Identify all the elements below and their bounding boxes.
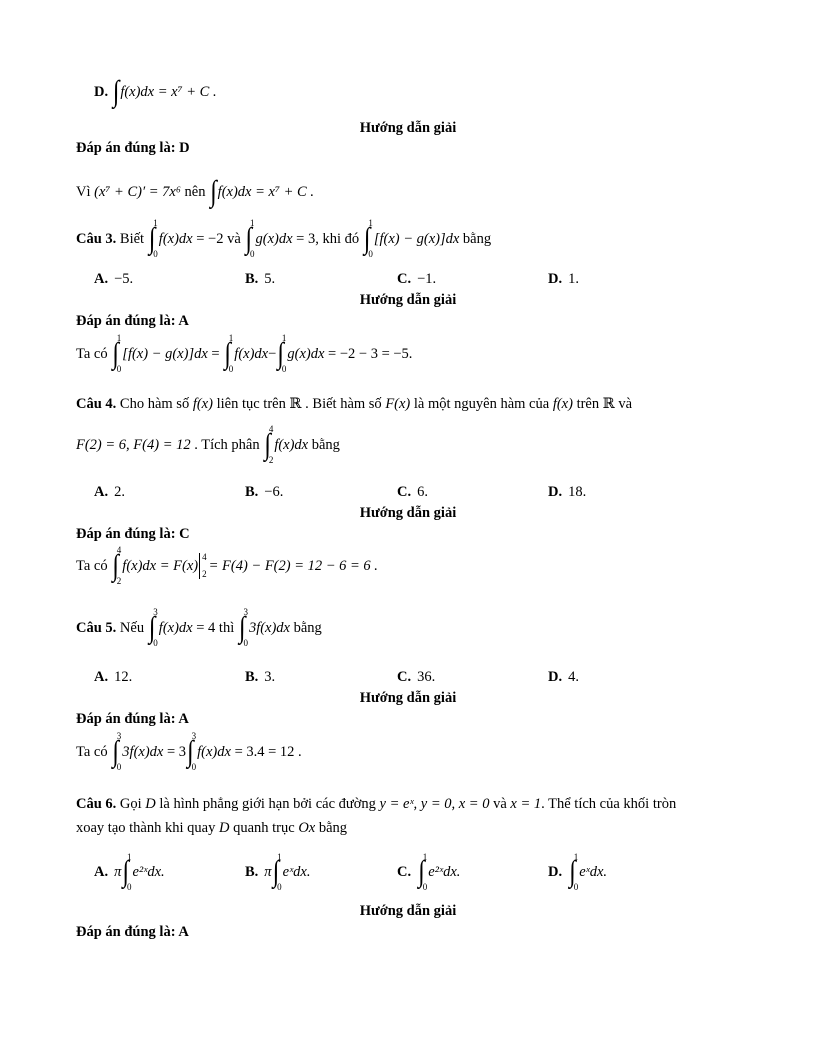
option-a[interactable]: A. π ∫ 1 0 e²ˣdx. (94, 852, 165, 892)
question-label: Câu 6. (76, 796, 117, 812)
option-a[interactable]: A. 12. (94, 669, 133, 685)
question-3-stem: Câu 3. Biết ∫ 1 0 f(x)dx = −2 và ∫ 1 0 g(x)dx = 3, khi đó ∫ 1 0 [f(x) − g(x)]dx bằng (76, 218, 492, 259)
option-c[interactable]: C. 36. (397, 669, 436, 685)
question-label: Câu 3. (76, 230, 117, 247)
option-b[interactable]: B. −6. (245, 484, 284, 500)
option-d[interactable]: D. 4. (548, 669, 579, 685)
option-b[interactable]: B. 3. (245, 669, 276, 685)
guide-heading: Hướng dẫn giải (359, 505, 457, 521)
option-key: D. (94, 83, 109, 100)
solution: Ta có ∫ 1 0 [f(x) − g(x)]dx = ∫ 1 0 f(x)dx − ∫ 1 0 g(x)dx = −2 − 3 = −5. (76, 333, 413, 374)
guide-heading: Hướng dẫn giải (359, 690, 457, 706)
answer-line: Đáp án đúng là: C (76, 526, 190, 542)
guide-heading: Hướng dẫn giải (359, 120, 457, 136)
explanation: Vì (x⁷ + C)′ = 7x⁶ nên ∫ f(x)dx = x⁷ + C . (76, 175, 314, 209)
option-d[interactable]: D. 18. (548, 484, 587, 500)
question-4-stem-line2: F(2) = 6, F(4) = 12 . Tích phân ∫ 4 2 f(x)dx bằng (76, 424, 340, 465)
guide-heading: Hướng dẫn giải (359, 903, 457, 919)
option-d[interactable]: D. ∫ 1 0 eˣdx. (548, 852, 608, 892)
question-label: Câu 4. (76, 396, 117, 412)
answer-line: Đáp án đúng là: A (76, 711, 189, 727)
question-6-stem-line2: xoay tạo thành khi quay D quanh trục Ox bằng (76, 820, 348, 836)
answer-line: Đáp án đúng là: A (76, 313, 189, 329)
answer-line: Đáp án đúng là: A (76, 924, 189, 940)
option-b[interactable]: B. π ∫ 1 0 eˣdx. (245, 852, 311, 892)
question-label: Câu 5. (76, 619, 117, 636)
option-c[interactable]: C. ∫ 1 0 e²ˣdx. (397, 852, 461, 892)
option-c[interactable]: C. 6. (397, 484, 428, 500)
option-b[interactable]: B. 5. (245, 271, 276, 287)
question-5-stem: Câu 5. Nếu ∫ 3 0 f(x)dx = 4 thì ∫ 3 0 3f(x)dx bằng (76, 607, 322, 648)
solution: Ta có ∫ 3 0 3f(x)dx = 3 ∫ 3 0 f(x)dx = 3.4 = 12 . (76, 731, 302, 772)
option-a[interactable]: A. 2. (94, 484, 125, 500)
question-6-stem-line1: Câu 6. Gọi D là hình phẳng giới hạn bởi các đường y = eˣ, y = 0, x = 0 và x = 1 . Thể tích của khối tròn (76, 796, 677, 812)
option-a[interactable]: A. −5. (94, 271, 134, 287)
option-c[interactable]: C. −1. (397, 271, 437, 287)
option-d[interactable]: D. 1. (548, 271, 579, 287)
answer-line: Đáp án đúng là: D (76, 140, 190, 156)
guide-heading: Hướng dẫn giải (359, 292, 457, 308)
solution: Ta có ∫ 4 2 f(x)dx = F(x) 4 2 = F(4) − F(2) = 12 − 6 = 6 . (76, 545, 378, 586)
prev-option-d: D. ∫ f(x)dx = x⁷ + C . (94, 75, 217, 109)
question-4-stem-line1: Câu 4. Cho hàm số f(x) liên tục trên ℝ . Biết hàm số F(x) là một nguyên hàm của f(x) trên ℝ và (76, 396, 633, 412)
